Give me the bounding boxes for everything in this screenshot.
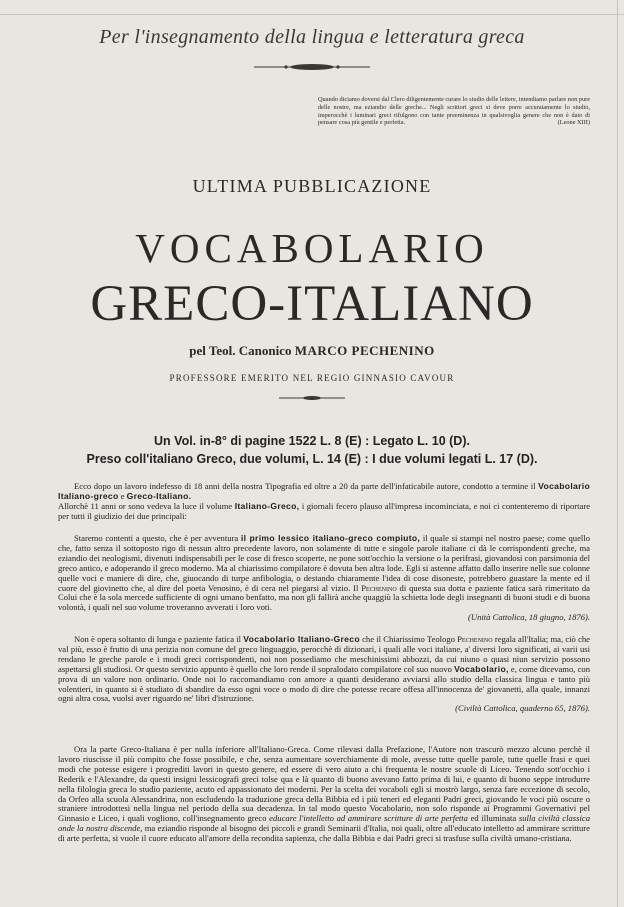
italic-text: educare l'intelletto ad ammirare scritture di arte perfetta (269, 813, 468, 824)
text: ma eziandio risponde al bisogno dei piccoli e grandi Seminarii d'Italia, noi quali, oltre all'educato intelletto ad ammirare scritture di arte perfetta, si vuole il cuore educato all'amore della recondita sapienza, che dalla Bibbia e dai Padri greci si trasfuse sulla civiltà umano-cristiana. (58, 823, 590, 844)
text: di questa sua dotta e paziente fatica sarà rimeritato da Colui che è la sola mercede sufficiente di ogni umano benfatto, ma non gli fallirà anche quaggiù la schietta lode degli insegnanti di buoni studi e di buona volontà, i quali nel suo volume troveranno avverati i loro voti. (58, 582, 590, 613)
paragraph-unita-cattolica (58, 534, 590, 623)
text: Staremo contenti a questo, che è per avventura (74, 533, 241, 543)
text: Ora la parte Greco-Italiana è per nulla inferiore all'Italiano-Greca. Come rilevasi dalla Prefazione, l'Autore non trascurò mezzo alcuno perchè il lavoro riuscisse il più compito che fosse possibile, e che, senza aumentare soverchiamente di mole, avesse tutte quelle parole, tutte quelle frasi e quei modi che potesse esigere i progrediti lavori in questo genere, ed essere di vero aiuto a chi frequenta le nostre scuole di Liceo. Tenendo sott'occhio i Rederik e l'Alexandre, da questi insigni lessicografi greci tolse qua e là quanto di buono avevano fatto prima di lui, e quanto di buono seppe introdurre nella filologia greca lo studio paziente, acuto ed appassionato dei moderni. Per la scelta dei vocaboli egli si mostrò largo, senza fare eccezione di secolo, da Orfeo alla scuola Alessandrina, non escludendo la traduzione greca della Bibbia ed i più teneri ed eleganti Padri greci, giovando le voci più oscure o straniere introdottesi nella lingua nel periodo della sua decadenza. In tal modo questo Vocabolario, non solo risponde ai Programmi Governativi pel Ginnasio e Liceo, i quali vogliono, coll'insegnamento greco (58, 744, 590, 824)
text: e (118, 490, 127, 501)
header-line: Per l'insegnamento della lingua e letteratura greca (99, 26, 525, 48)
title-vocabolario: VOCABOLARIO (135, 225, 489, 271)
text: Allorchè 11 anni or sono vedeva la luce il volume (58, 500, 235, 511)
bold-text: Italiano-Greco, (234, 500, 300, 511)
quote-source: (Leone XIII) (557, 119, 590, 127)
author-line (0, 343, 624, 359)
paragraph-civilta-cattolica (58, 635, 590, 714)
price-line-2: Preso coll'italiano Greco, due volumi, L. 14 (E) : I due volumi legati L. 17 (D). (86, 452, 538, 466)
text: ed illuminata (467, 813, 519, 824)
author-title: PROFESSORE EMERITO NEL REGIO GINNASIO CAVOUR (169, 373, 455, 383)
small-caps-text: Pechenino (361, 582, 397, 593)
bold-text: Vocabolario Italiano-greco (58, 481, 590, 501)
bold-text: Vocabolario, (454, 663, 509, 674)
text: il quale si stampi nel nostro paese; come quello che, fatto senza il sottoposto rigo di nessun altro precedente lavoro, non solamente di tutte e singole parole italiane ci dà le corrispondenti greche, ma eziandio dei neologismi, divenuti indispensabili per le cose di fresco scoperte, ne pone sott'occhio la versione o la perifrasi, giovandosi con parsimonia del greco antico, e adoperando il greco moderno. Ma al chiarissimo compilatore è dovuta ben altra lode. Egli si astenne affatto dallo inserire nelle sue colonne quelle voci e maniere di dire, che, giuocando di turpe anfibologia, o destando chiaramente l'idea di cose disoneste, potrebbero guastare la mente ed il cuore del giovinetto che, al dire del poeta Venosino, è di cera nel piegarsi al vizio. Il (58, 533, 590, 593)
text: regala all'Italia; ma, ciò che val più, esso è frutto di una perizia non comune del greco linguaggio, perocchè di dizionari, i quali alle voci italiane, a' diversi loro significati, ai varii usi rendano le greche parole e i modi greci corrispondenti, noi non possediamo che meschinissimi abbozzi, da cui niuno o quasi niun servizio possono aspettarsi gli studiosi. Or questo servizio appunto è quello che loro rende il sopralodato compilatore col suo nuovo (58, 634, 590, 674)
epigraph-quote (318, 96, 590, 127)
bold-text: il primo lessico italiano-greco compiuto, (240, 533, 421, 543)
author-name: MARCO PECHENINO (294, 343, 435, 358)
bold-text: Vocabolario Italiano-Greco (243, 634, 360, 644)
small-caps-text: Pechenino (457, 634, 493, 644)
paragraph-intro (58, 482, 590, 522)
text: Ecco dopo un lavoro indefesso di 18 anni della nostra Tipografia ed oltre a 20 da parte dell'infaticabile autore, condotto a termine il (74, 481, 539, 491)
text: che il Chiarissimo Teologo (359, 634, 458, 644)
text: i giornali fecero plauso all'impresa incominciata, e noi ci contenteremo di riportare per tutti il giudizio dei due principali: (58, 500, 591, 521)
citation: (Unità Cattolica, 18 giugno, 1876). (468, 612, 590, 623)
italic-text: sulla civiltà classica onde la nostra discende, (58, 813, 590, 834)
bold-text: Greco-Italiano. (126, 490, 192, 501)
ornament-dash-icon (277, 394, 347, 402)
text: Non è opera soltanto di lunga e paziente fatica il (74, 634, 244, 644)
citation: (Civiltà Cattolica, quaderno 65, 1876). (455, 703, 590, 714)
quote-text: Quando diciamo doversi dal Clero diligentemente curare lo studio delle lettere, intendiamo parlare non pure delle nostre, ma eziandio delle greche... Negli scrittori greci si deve porre accuratamente lo studio, imperocchè i luminari greci rifulgono con tante preeminenza in qualsivoglia genere che non è dato di pensare cosa più gentile e perfetta. (318, 96, 590, 127)
announcement-heading: ULTIMA PUBBLICAZIONE (192, 176, 432, 196)
author-prefix: pel Teol. Canonico (189, 343, 292, 358)
paragraph-greco-italiano (58, 745, 590, 844)
title-greco-italiano: GRECO-ITALIANO (90, 276, 534, 332)
top-edge (0, 0, 624, 15)
ornament-rule-icon (252, 62, 372, 72)
price-line-1: Un Vol. in-8° di pagine 1522 L. 8 (E) : Legato L. 10 (D). (154, 434, 470, 448)
text: e, come dicevamo, con prova di un valore non ordinario. Onde noi lo raccomandiamo con amore a quanti desiderano avviarsi allo studio della classica lingua e tanto più volentieri, in quanto si è studiato di sbandire da esso ogni voce o modo di dire che potesse recare offesa all'innocenza de' giovanetti, alla quale, innanzi ogni altra cosa, vuolsi aver riguardo ne' libri d'istruzione. (58, 663, 590, 704)
